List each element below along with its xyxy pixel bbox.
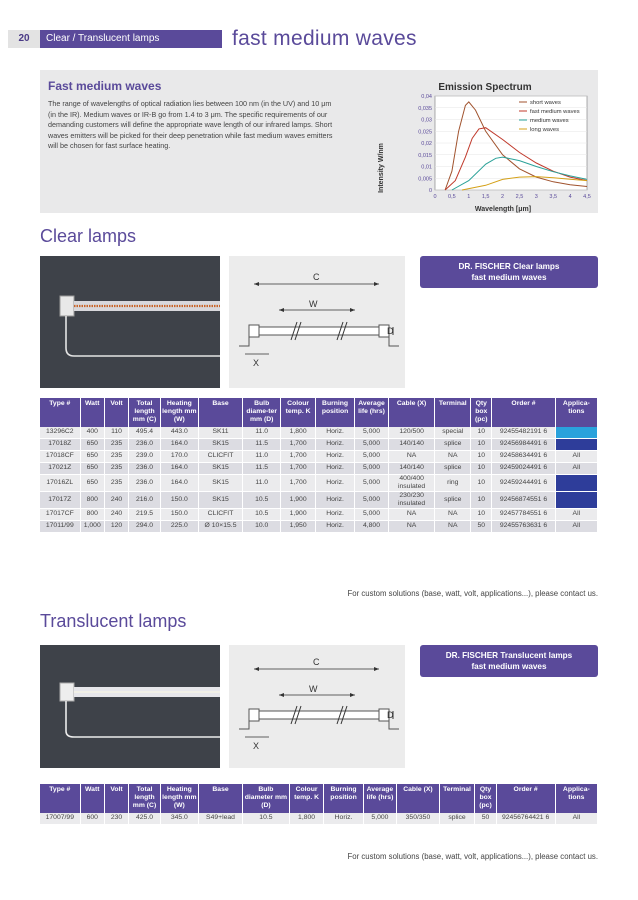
chart-y-tick-label: 0,02 [421,141,432,147]
table-cell: 50 [471,520,492,532]
table-cell: 650 [80,438,104,450]
table-cell: splice [435,462,471,474]
column-header: Cable (X) [397,784,439,813]
section-tab: Clear / Translucent lamps [40,30,222,48]
table-cell: All [555,450,597,462]
chart-x-tick-label: 0,5 [448,194,456,200]
table-cell: NA [388,520,434,532]
table-cell: Horiz. [316,520,355,532]
table-row [40,491,598,508]
table-cell: 236.0 [129,438,161,450]
table-cell: 17011/99 [40,520,80,532]
table-cell: 10 [471,474,492,491]
table-cell: SK15 [198,474,242,491]
table-cell: Horiz. [324,813,363,825]
table-cell: 5,000 [363,813,397,825]
table-cell: All [555,520,597,532]
table-cell: 350/350 [397,813,439,825]
translucent-custom-note: For custom solutions (base, watt, volt, applications...), please contact us. [347,852,598,861]
table-cell: 92455482191 6 [492,427,555,439]
table-cell: 50 [475,813,496,825]
translucent-lamps-badge [420,645,598,677]
column-header: Terminal [435,398,471,427]
table-cell: ring [435,474,471,491]
table-cell: SK15 [198,462,242,474]
table-cell: 11.0 [243,450,281,462]
page-number: 20 [8,30,40,48]
table-cell: 11.5 [243,438,281,450]
page-heading: fast medium waves [232,27,417,50]
table-cell: 236.0 [129,474,161,491]
column-header: Cable (X) [388,398,434,427]
column-header: Volt [104,398,128,427]
table-cell: 443.0 [160,427,198,439]
table-cell: Horiz. [316,508,355,520]
table-cell: 110 [104,427,128,439]
table-cell: 1,700 [281,450,316,462]
table-cell: 1,900 [281,491,316,508]
table-row [40,462,598,474]
table-cell: 5,000 [355,462,389,474]
table-cell: 17017CF [40,508,80,520]
chart-x-tick-label: 2,5 [515,194,524,200]
clear-custom-note: For custom solutions (base, watt, volt, applications...), please contact us. [347,589,598,598]
column-header: Average life (hrs) [363,784,397,813]
table-cell: 17021Z [40,462,80,474]
table-cell: NA [435,508,471,520]
table-cell: 13296C2 [40,427,80,439]
table-cell: 10.5 [243,508,281,520]
table-cell: 235 [104,474,128,491]
table-cell: 5,000 [355,474,389,491]
table-cell: Horiz. [316,491,355,508]
chart-y-tick-label: 0,04 [421,94,432,100]
dimension-c-label: C [313,657,320,667]
table-cell: 164.0 [160,474,198,491]
table-cell: 1,950 [281,520,316,532]
table-cell: 216.0 [129,491,161,508]
table-cell: 650 [80,450,104,462]
column-header: Qty box (pc) [471,398,492,427]
table-cell: 236.0 [129,462,161,474]
column-header: Base [198,784,242,813]
emission-spectrum-chart [375,78,597,214]
column-header: Bulb diame-ter mm (D) [243,398,281,427]
chart-y-tick-label: 0,015 [418,152,432,159]
chart-plot-area [418,94,591,200]
table-cell: 11.0 [243,427,281,439]
table-cell: Horiz. [316,438,355,450]
table-row [40,520,598,532]
legend-label: short waves [530,100,561,106]
column-header: Colour temp. K [289,784,324,813]
column-header: Order # [492,398,555,427]
table-cell: 5,000 [355,438,389,450]
table-cell: 5,000 [355,491,389,508]
table-cell: SK15 [198,438,242,450]
translucent-lamp-photo [40,645,220,768]
table-cell: 294.0 [129,520,161,532]
table-cell: 17016ZL [40,474,80,491]
clear-badge-line2: fast medium waves [471,273,547,282]
chart-y-tick-label: 0,03 [421,117,432,124]
dimension-w-label: W [309,684,318,694]
column-header: Type # [40,784,80,813]
table-cell: splice [435,491,471,508]
table-cell: Ø 10×15.5 [198,520,242,532]
chart-y-tick-label: 0,005 [418,176,432,183]
table-cell: 11.5 [243,462,281,474]
column-header: Terminal [439,784,475,813]
intro-title: Fast medium waves [48,79,162,93]
table-cell: 235 [104,450,128,462]
column-header: Burning position [324,784,363,813]
table-cell: 5,000 [355,508,389,520]
chart-x-tick-label: 3,5 [549,194,558,200]
translucent-lamps-table [40,784,598,825]
table-cell: NA [435,520,471,532]
chart-y-axis-label: Intensity W/nm [378,143,385,193]
table-cell: 1,700 [281,462,316,474]
table-cell: 164.0 [160,462,198,474]
chart-y-tick-label: 0 [428,188,432,194]
dimension-x-label: X [253,741,260,751]
table-header-row [40,398,598,427]
table-cell: 92458634491 6 [492,450,555,462]
table-row [40,474,598,491]
table-cell: 17018CF [40,450,80,462]
table-cell [555,491,597,508]
table-cell: Horiz. [316,450,355,462]
chart-y-tick-label: 0,035 [418,105,432,112]
table-cell: Horiz. [316,462,355,474]
table-cell: 164.0 [160,438,198,450]
column-header: Order # [496,784,555,813]
table-cell: 400/400 insulated [388,474,434,491]
table-cell: 240 [104,491,128,508]
clear-lamps-table [40,398,598,533]
dimension-x-label: X [253,358,260,368]
table-cell: 1,800 [281,427,316,439]
table-cell: CLICFIT [198,508,242,520]
table-cell: 5,000 [355,427,389,439]
table-cell: NA [388,450,434,462]
clear-lamps-badge [420,256,598,288]
table-cell: 10 [471,427,492,439]
table-cell: 800 [80,508,104,520]
table-cell: 1,000 [80,520,104,532]
table-cell: 10.0 [243,520,281,532]
table-cell: Horiz. [316,427,355,439]
table-cell: 240 [104,508,128,520]
dimension-w-label: W [309,299,318,309]
chart-y-tick-label: 0,01 [421,164,432,171]
legend-label: medium waves [530,118,569,124]
table-cell: 425.0 [129,813,161,825]
table-cell: 92456874551 6 [492,491,555,508]
clear-lamp-dimension-drawing [229,256,405,388]
table-cell: 120 [104,520,128,532]
translucent-lamp-dimension-drawing [229,645,405,768]
table-cell: 11.0 [243,474,281,491]
dimension-c-label: C [313,272,320,282]
table-cell: 92456764421 6 [496,813,555,825]
table-cell [555,427,597,439]
table-cell: SK15 [198,491,242,508]
table-cell: 10.5 [243,491,281,508]
column-header: Total length mm (C) [129,784,161,813]
legend-label: fast medium waves [530,109,580,115]
table-cell: 150.0 [160,491,198,508]
table-cell: 800 [80,491,104,508]
column-header: Total length mm (C) [129,398,161,427]
table-cell: 10.5 [243,813,289,825]
table-cell: NA [435,450,471,462]
chart-y-tick-label: 0,025 [418,129,432,136]
table-cell: 1,700 [281,438,316,450]
table-row [40,508,598,520]
intro-text: The range of wavelengths of optical radiation lies between 100 nm (in the UV) and 10 μm (in the IR). Medium waves or IR-B go from 1.4 to 3 μm. The specific requirements of our demanding customers will define the appropriate wave length of our infrared lamps. Short waves emitters will be picked for their deep penetration while fast medium waves emitters will be chosen for fast surface heating. [48,99,333,151]
clear-lamps-heading: Clear lamps [40,226,137,246]
table-cell: 219.5 [129,508,161,520]
table-cell: special [435,427,471,439]
table-row [40,813,598,825]
chart-x-tick-label: 2 [501,194,505,200]
column-header: Watt [80,784,104,813]
table-cell: splice [439,813,475,825]
table-cell: 170.0 [160,450,198,462]
table-cell: NA [388,508,434,520]
table-cell: 92459024491 6 [492,462,555,474]
table-cell: 10 [471,462,492,474]
column-header: Qty box (pc) [475,784,496,813]
chart-x-tick-label: 1,5 [481,194,490,200]
column-header: Burning position [316,398,355,427]
table-cell: 10 [471,508,492,520]
table-cell: 1,700 [281,474,316,491]
table-cell: All [555,813,597,825]
column-header: Heating length mm (W) [160,784,198,813]
table-cell: 140/140 [388,438,434,450]
table-cell: 4,800 [355,520,389,532]
table-cell: 92457784551 6 [492,508,555,520]
table-cell: 235 [104,462,128,474]
dimension-d-label: D [387,710,394,720]
column-header: Bulb diameter mm (D) [243,784,289,813]
clear-lamp-photo [40,256,220,388]
column-header: Applica-tions [555,784,597,813]
column-header: Volt [104,784,128,813]
table-cell: 400 [80,427,104,439]
table-header-row [40,784,598,813]
table-cell: 17017Z [40,491,80,508]
table-cell: 92456984491 6 [492,438,555,450]
table-cell: 92455763631 6 [492,520,555,532]
chart-x-tick-label: 0 [433,194,437,200]
column-header: Base [198,398,242,427]
table-cell: 600 [80,813,104,825]
table-cell: 495.4 [129,427,161,439]
column-header: Applica-tions [555,398,597,427]
table-cell: 650 [80,462,104,474]
table-cell: 235 [104,438,128,450]
table-cell: 92459244491 6 [492,474,555,491]
table-cell: 140/140 [388,462,434,474]
chart-x-tick-label: 4,5 [583,194,591,200]
column-header: Average life (hrs) [355,398,389,427]
chart-x-tick-label: 3 [534,194,538,200]
table-cell: 225.0 [160,520,198,532]
table-cell: 1,900 [281,508,316,520]
table-cell: 5,000 [355,450,389,462]
chart-x-tick-label: 4 [568,194,572,200]
table-cell: CLICFIT [198,450,242,462]
table-cell [555,438,597,450]
translucent-badge-line2: fast medium waves [471,662,547,671]
chart-title: Emission Spectrum [438,82,532,93]
chart-x-axis-label: Wavelength [μm] [474,206,532,213]
legend-label: long waves [530,127,560,133]
table-cell: SK11 [198,427,242,439]
table-cell: 650 [80,474,104,491]
table-cell: Horiz. [316,474,355,491]
table-cell [555,474,597,491]
table-cell: 150.0 [160,508,198,520]
table-cell: S49+lead [198,813,242,825]
dimension-d-label: D [387,326,394,336]
translucent-badge-line1: DR. FISCHER Translucent lamps [445,651,573,660]
table-cell: 230/230 insulated [388,491,434,508]
clear-badge-line1: DR. FISCHER Clear lamps [458,262,560,271]
column-header: Watt [80,398,104,427]
column-header: Colour temp. K [281,398,316,427]
translucent-lamps-heading: Translucent lamps [40,611,187,631]
table-row [40,438,598,450]
table-cell: 120/500 [388,427,434,439]
table-cell: 1,800 [289,813,324,825]
table-cell: All [555,508,597,520]
table-cell: 230 [104,813,128,825]
table-cell: 17007/99 [40,813,80,825]
chart-x-tick-label: 1 [467,194,471,200]
table-row [40,427,598,439]
table-cell: 17018Z [40,438,80,450]
column-header: Heating length mm (W) [160,398,198,427]
table-cell: splice [435,438,471,450]
table-cell: 10 [471,491,492,508]
table-cell: 239.0 [129,450,161,462]
table-cell: 10 [471,438,492,450]
table-cell: 345.0 [160,813,198,825]
column-header: Type # [40,398,80,427]
table-cell: All [555,462,597,474]
table-cell: 10 [471,450,492,462]
table-row [40,450,598,462]
